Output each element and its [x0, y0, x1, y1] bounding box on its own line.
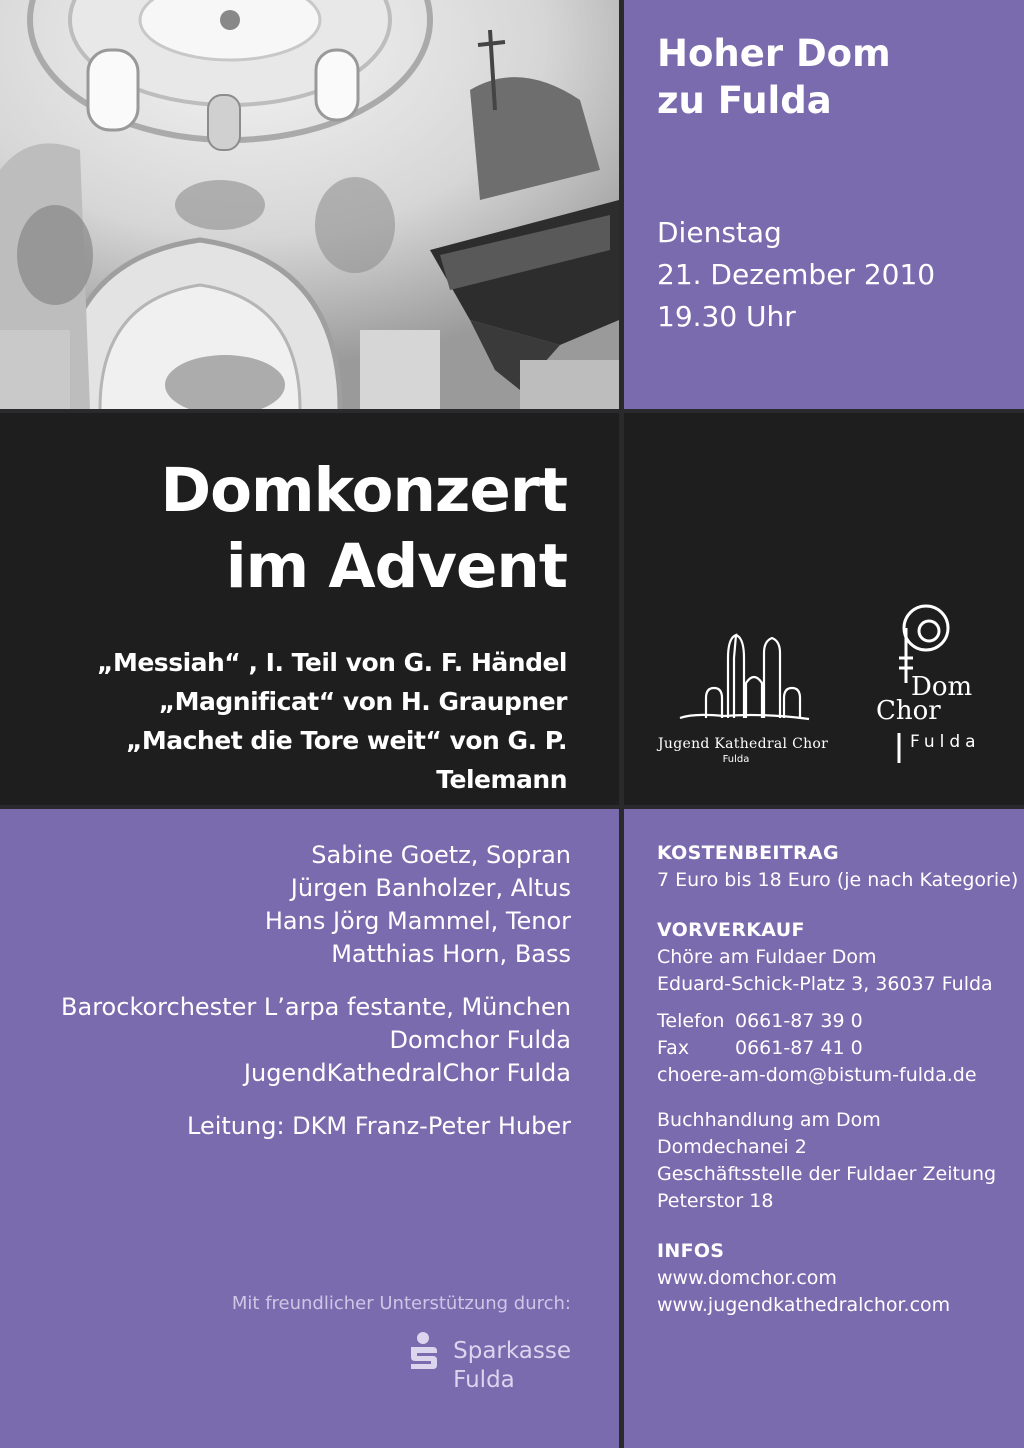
- jkc-logo-text: Jugend Kathedral Chor: [658, 736, 829, 752]
- event-date: [657, 212, 1024, 338]
- program-item: „Magnificat“ von H. Graupner: [158, 687, 567, 716]
- presale-section: [657, 916, 1024, 1215]
- soloist: Matthias Horn, Bass: [331, 940, 571, 968]
- program-item: „Messiah“ , I. Teil von G. F. Händel: [97, 648, 567, 677]
- performers-list: [61, 839, 571, 1143]
- shop-name: Geschäftsstelle der Fuldaer Zeitung: [657, 1163, 997, 1185]
- cost-section: [657, 839, 1024, 894]
- domchor-logo-city: Fulda: [910, 732, 981, 752]
- title-line-2: im Advent: [225, 531, 567, 602]
- soloist: Sabine Goetz, Sopran: [311, 841, 571, 869]
- sponsor-city: Fulda: [453, 1367, 515, 1393]
- shop-address: Domdechanei 2: [657, 1136, 807, 1158]
- website-link[interactable]: www.domchor.com: [657, 1267, 837, 1289]
- cost-text: 7 Euro bis 18 Euro (je nach Kategorie): [657, 869, 1019, 891]
- program-list: [0, 643, 567, 799]
- presale-heading: VORVERKAUF: [657, 919, 805, 941]
- jkc-logo-city: Fulda: [722, 754, 750, 765]
- shop-address: Peterstor 18: [657, 1190, 774, 1212]
- venue-line-1: Hoher Dom: [657, 32, 891, 75]
- cathedral-interior-photo: [0, 0, 619, 409]
- phone-label: Telefon: [657, 1010, 725, 1032]
- domchor-logo-word1: Dom: [911, 672, 973, 702]
- concert-title: [161, 453, 568, 605]
- website-link[interactable]: www.jugendkathedralchor.com: [657, 1294, 951, 1316]
- venue-title: [657, 30, 1024, 124]
- event-day: 21. Dezember 2010: [657, 258, 936, 291]
- sparkasse-icon: [407, 1331, 439, 1373]
- shop-name: Buchhandlung am Dom: [657, 1109, 881, 1131]
- sponsor-name: Sparkasse: [453, 1338, 571, 1364]
- program-item: „Machet die Tore weit“ von G. P. Telemann: [125, 726, 567, 794]
- phone-number: 0661-87 39 0: [735, 1010, 863, 1032]
- event-weekday: Dienstag: [657, 216, 782, 249]
- title-line-1: Domkonzert: [160, 455, 567, 526]
- performers-panel: [0, 809, 619, 1448]
- support-label: Mit freundlicher Unterstützung durch:: [231, 1293, 571, 1314]
- title-panel: [0, 413, 619, 805]
- conductor: Leitung: DKM Franz-Peter Huber: [187, 1112, 571, 1140]
- fax-label: Fax: [657, 1037, 690, 1059]
- sparkasse-logo: [407, 1331, 571, 1395]
- fax-row: [657, 1035, 1024, 1062]
- ensemble: Barockorchester L’arpa festante, München: [61, 993, 571, 1021]
- domchor-logo-word2: Chor: [876, 696, 941, 726]
- email-link[interactable]: choere-am-dom@bistum-fulda.de: [657, 1064, 977, 1086]
- info-panel: [624, 809, 1024, 1448]
- cost-heading: KOSTENBEITRAG: [657, 842, 839, 864]
- infos-section: [657, 1237, 1024, 1319]
- infos-heading: INFOS: [657, 1240, 725, 1262]
- header-panel: [624, 0, 1024, 409]
- presale-org: Chöre am Fuldaer Dom: [657, 946, 877, 968]
- soloist: Hans Jörg Mammel, Tenor: [264, 907, 571, 935]
- presale-address: Eduard-Schick-Platz 3, 36037 Fulda: [657, 973, 993, 995]
- jugend-kathedral-chor-logo: [680, 635, 809, 719]
- ensemble: JugendKathedralChor Fulda: [243, 1059, 571, 1087]
- fax-number: 0661-87 41 0: [735, 1037, 863, 1059]
- logos-panel: [624, 413, 1024, 805]
- soloist: Jürgen Banholzer, Altus: [290, 874, 571, 902]
- venue-line-2: zu Fulda: [657, 79, 832, 122]
- phone-row: [657, 1008, 1024, 1035]
- event-time: 19.30 Uhr: [657, 300, 796, 333]
- ensemble: Domchor Fulda: [389, 1026, 571, 1054]
